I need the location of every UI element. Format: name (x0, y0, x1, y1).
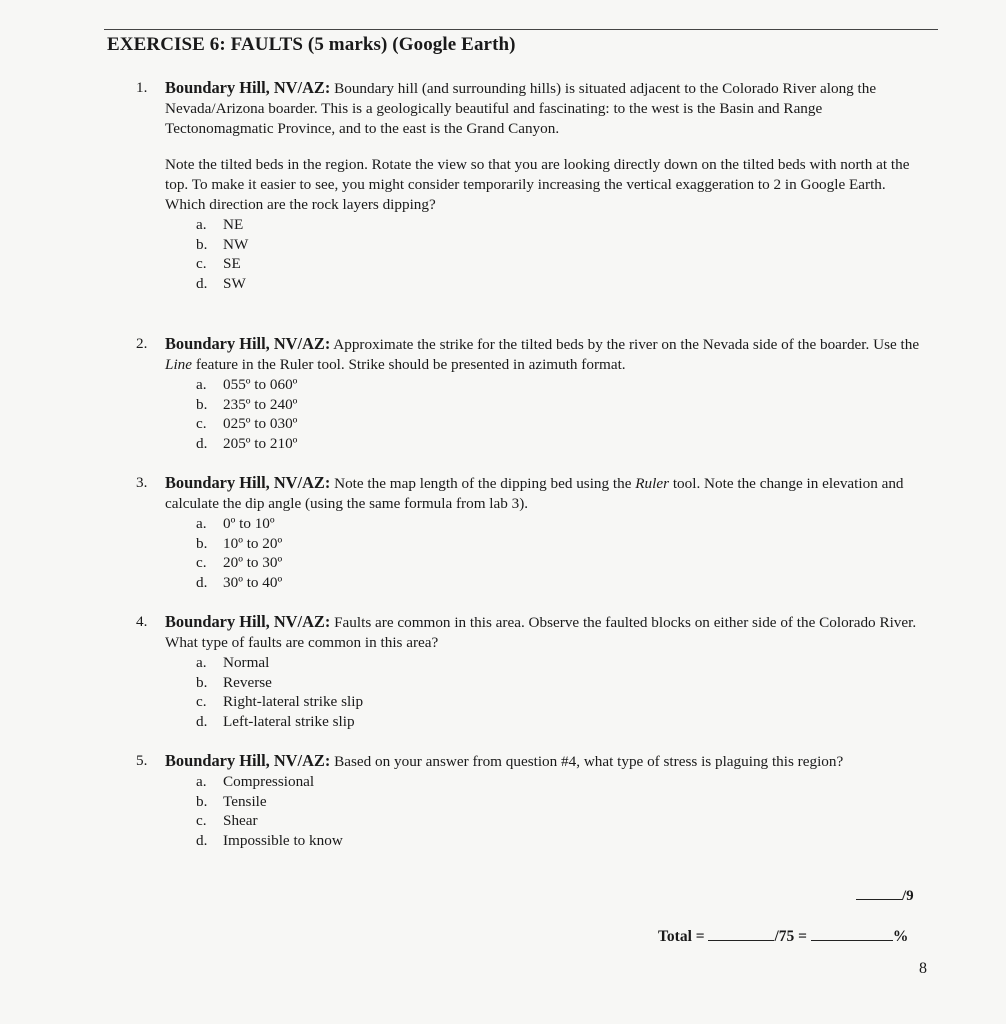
question-text: Boundary Hill, NV/AZ: Note the map length of the dipping bed using the Ruler tool. Note the change in elevation and calculate the dip angle (using the same formula from lab 3). (165, 473, 904, 512)
answer-option: a. NE (196, 216, 244, 233)
question-paragraph: Boundary hill (and surrounding hills) is situated adjacent to the Colorado River along the Nevada/Arizona boarder. This is a geologically beautiful and fascinating: to the west is the Basin and Range Tectonomagmatic Province, and to the east is the Grand Canyon. (165, 80, 877, 137)
answer-options (165, 653, 921, 731)
answer-option: b. 235º to 240º (196, 395, 298, 413)
question-number: 2. (136, 335, 148, 352)
question-heading: Boundary Hill, NV/AZ: (165, 334, 331, 353)
section-score (856, 885, 914, 905)
total-blank[interactable] (708, 926, 774, 941)
question-number: 3. (136, 474, 148, 491)
answer-option: a. 0º to 10º (196, 515, 275, 532)
answer-option: c. 20º to 30º (196, 554, 283, 572)
score-blank[interactable] (856, 885, 902, 900)
total-out-of: /75 = (774, 928, 807, 945)
question-text (165, 78, 921, 139)
answer-option: c. Right-lateral strike slip (196, 693, 364, 711)
answer-option: d. Left-lateral strike slip (196, 712, 355, 730)
total-label: Total = (658, 928, 705, 945)
answer-option: c. SE (196, 255, 241, 273)
question-1 (136, 78, 921, 293)
answer-option: c. 025º to 030º (196, 415, 298, 433)
answer-option: b. 10º to 20º (196, 534, 283, 552)
answer-options (165, 514, 921, 592)
question-text: Boundary Hill, NV/AZ: Based on your answer from question #4, what type of stress is plaguing this region? (165, 751, 844, 770)
exercise-title: EXERCISE 6: FAULTS (5 marks) (Google Earth) (107, 34, 516, 55)
question-number: 1. (136, 79, 148, 96)
question-text: Boundary Hill, NV/AZ: Faults are common in this area. Observe the faulted blocks on either side of the Colorado River. What type of faults are common in this area? (165, 612, 917, 651)
question-5 (136, 751, 921, 850)
question-prompt: Which direction are the rock layers dipping? (165, 196, 436, 213)
answer-option: b. Reverse (196, 673, 272, 691)
page-number: 8 (919, 960, 927, 977)
question-2 (136, 334, 921, 453)
top-rule (104, 29, 938, 30)
question-text: Boundary Hill, NV/AZ: Approximate the strike for the tilted beds by the river on the Nevada side of the boarder. Use the Line feature in the Ruler tool. Strike should be presented in azimuth format. (165, 334, 920, 373)
question-4 (136, 612, 921, 731)
answer-option: a. 055º to 060º (196, 376, 298, 393)
question-heading: Boundary Hill, NV/AZ: (165, 612, 331, 631)
answer-option: d. SW (196, 274, 246, 292)
question-paragraph-2: Note the tilted beds in the region. Rotate the view so that you are looking directly down on the tilted beds with north at the top. To make it easier to see, you might consider temporarily increasing the vertical exaggeration to 2 in Google Earth. (165, 156, 910, 193)
question-heading: Boundary Hill, NV/AZ: (165, 473, 331, 492)
question-heading: Boundary Hill, NV/AZ: (165, 78, 331, 97)
answer-option: a. Compressional (196, 773, 315, 790)
answer-option: c. Shear (196, 812, 258, 830)
total-score (658, 926, 908, 946)
answer-option: b. Tensile (196, 792, 267, 810)
question-heading: Boundary Hill, NV/AZ: (165, 751, 331, 770)
answer-options (165, 375, 921, 453)
answer-option: b. NW (196, 235, 249, 253)
percent-blank[interactable] (811, 926, 893, 941)
question-number: 4. (136, 613, 148, 630)
answer-option: d. 205º to 210º (196, 434, 298, 452)
answer-option: a. Normal (196, 654, 270, 671)
answer-option: d. Impossible to know (196, 831, 343, 849)
section-out-of: /9 (902, 888, 914, 904)
question-3 (136, 473, 921, 592)
question-number: 5. (136, 752, 148, 769)
percent-sign: % (892, 928, 909, 945)
answer-options (165, 215, 921, 293)
answer-option: d. 30º to 40º (196, 573, 283, 591)
answer-options (165, 772, 921, 850)
